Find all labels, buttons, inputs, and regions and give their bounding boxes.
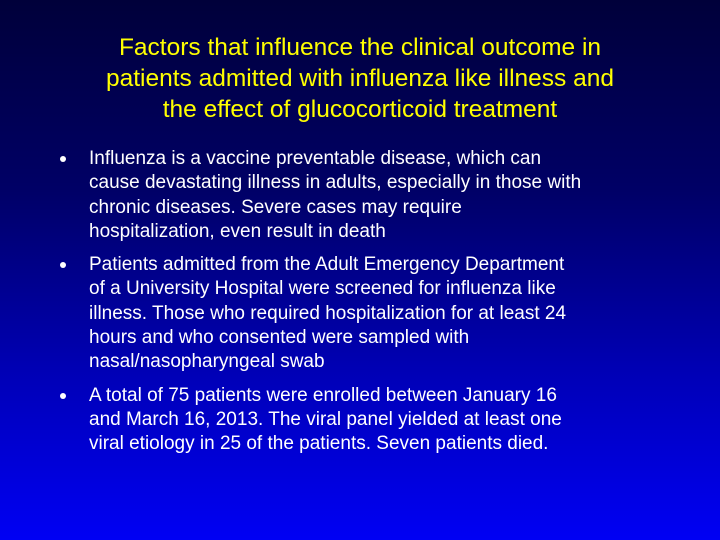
- bullet-dot-icon: [60, 156, 66, 162]
- bullet-text-line: viral etiology in 25 of the patients. Seven patients died.: [89, 433, 549, 455]
- bullet-dot-icon: [60, 393, 66, 399]
- bullet-item: [58, 384, 698, 457]
- slide-title-line: patients admitted with influenza like illness and: [106, 65, 614, 92]
- bullet-text-line: and March 16, 2013. The viral panel yielded at least one: [89, 408, 562, 430]
- bullet-text-line: illness. Those who required hospitalization for at least 24: [89, 302, 567, 324]
- bullet-text-line: hospitalization, even result in death: [89, 220, 386, 242]
- slide-title: [40, 32, 680, 125]
- slide-title-line: Factors that influence the clinical outcome in: [118, 34, 602, 61]
- bullet-text-line: of a University Hospital were screened for influenza like: [89, 278, 556, 300]
- bullet-text-line: A total of 75 patients were enrolled between January 16: [89, 384, 557, 406]
- bullet-text-line: hours and who consented were sampled with: [89, 327, 470, 349]
- slide-title-line: the effect of glucocorticoid treatment: [162, 96, 558, 123]
- bullet-text-line: Patients admitted from the Adult Emergency Department: [89, 254, 565, 276]
- bullet-list: [58, 147, 698, 466]
- bullet-text-line: nasal/nasopharyngeal swab: [89, 351, 325, 373]
- bullet-item: [58, 147, 698, 244]
- bullet-text-line: chronic diseases. Severe cases may require: [89, 196, 462, 218]
- bullet-item: [58, 253, 698, 374]
- bullet-text-line: cause devastating illness in adults, especially in those with: [89, 172, 582, 194]
- bullet-dot-icon: [60, 262, 66, 268]
- bullet-text-line: Influenza is a vaccine preventable disease, which can: [89, 148, 542, 169]
